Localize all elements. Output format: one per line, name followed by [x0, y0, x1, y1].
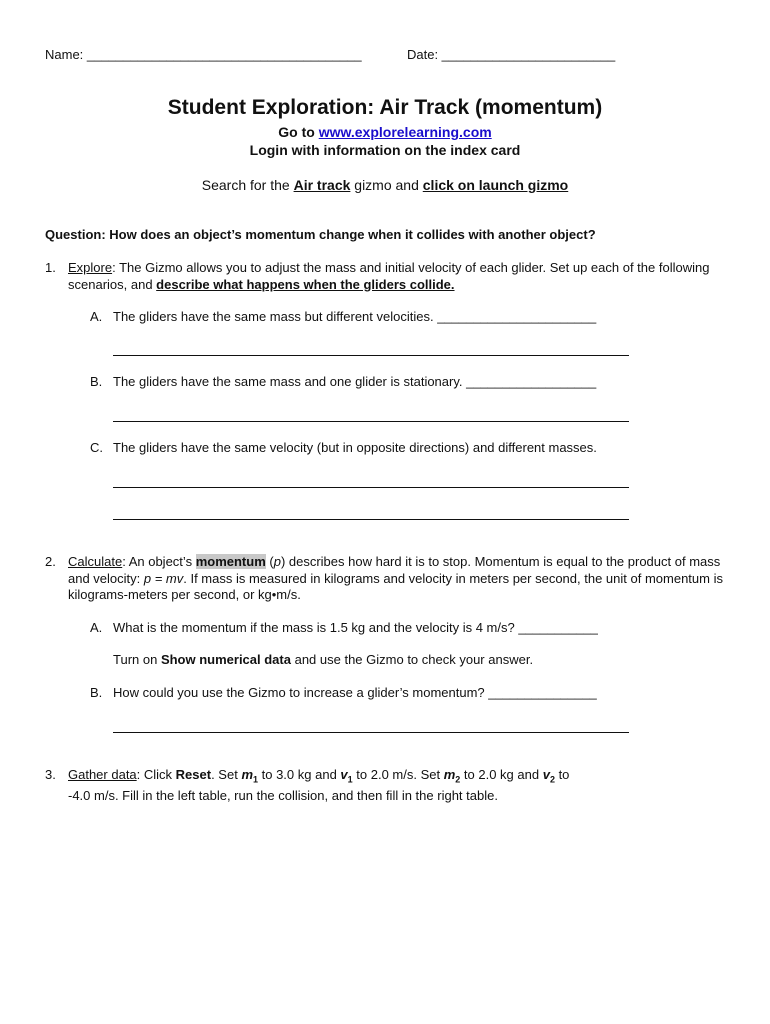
launch-instruction: click on launch gizmo: [422, 177, 569, 193]
answer-line[interactable]: [113, 355, 629, 356]
answer-line[interactable]: [113, 487, 629, 488]
sub-text: The gliders have the same mass but different velocities. ______________________: [113, 309, 597, 324]
question-body: . Set: [211, 767, 242, 782]
reset-label: Reset: [175, 767, 212, 782]
question-number: 3.: [45, 767, 56, 782]
question-body: -4.0 m/s. Fill in the left table, run the collision, and then fill in the right table.: [68, 788, 498, 804]
answer-line[interactable]: [113, 421, 629, 422]
explorelearning-link[interactable]: www.explorelearning.com: [318, 124, 492, 140]
question-3-text: [68, 767, 723, 805]
answer-line[interactable]: [113, 519, 629, 520]
sub-letter: B.: [90, 685, 103, 700]
question-1-text: [68, 260, 723, 293]
subscript: 1: [253, 774, 259, 785]
question-body: : The Gizmo allows you to adjust the mass and initial velocity of each glider. Set up each of the following scenarios, and: [68, 260, 710, 292]
goto-line: [0, 124, 770, 140]
login-instruction: Login with information on the index card: [249, 142, 521, 158]
question-emphasis: describe what happens when the gliders collide.: [156, 276, 455, 292]
question-body: to 2.0 kg and: [460, 767, 543, 782]
question-body: : An object’s: [122, 554, 196, 569]
question-2-text: [68, 554, 723, 604]
m-symbol: m: [443, 767, 456, 782]
search-middle: gizmo and: [350, 177, 423, 193]
date-field-label: Date: ________________________: [407, 47, 616, 62]
instruction-text: and use the Gizmo to check your answer.: [290, 652, 534, 667]
question-body: : Click: [136, 767, 176, 782]
sub-letter: A.: [90, 309, 103, 324]
sub-text: What is the momentum if the mass is 1.5 kg and the velocity is 4 m/s? ___________: [113, 620, 598, 635]
sub-text: The gliders have the same velocity (but in opposite directions) and different masses.: [113, 440, 597, 455]
show-numerical-data-label: Show numerical data: [160, 652, 291, 667]
sub-letter: B.: [90, 374, 103, 389]
name-date-row: [45, 47, 645, 62]
question-label: Explore: [68, 260, 113, 275]
v-symbol: v: [542, 767, 550, 782]
question-body: to: [554, 767, 570, 782]
search-instruction: [0, 177, 770, 193]
instruction-text: Turn on: [113, 652, 161, 667]
question-label: Calculate: [68, 554, 123, 569]
search-prefix: Search for the: [201, 177, 294, 193]
sub-text: The gliders have the same mass and one glider is stationary. __________________: [113, 374, 597, 389]
question-body: to 3.0 kg and: [258, 767, 341, 782]
question-body: . If mass is measured in kilograms and velocity in meters per second, the unit of momentum is kilograms-meters per second, or kg•m/s.: [68, 570, 723, 602]
v-symbol: v: [340, 767, 348, 782]
answer-line[interactable]: [113, 732, 629, 733]
momentum-formula: p = mv: [143, 570, 184, 586]
subscript: 2: [455, 774, 461, 785]
name-field-label: Name: ______________________________________: [45, 47, 362, 62]
essential-question: Question: How does an object’s momentum change when it collides with another object?: [45, 227, 596, 242]
p-symbol: p: [273, 554, 281, 569]
m-symbol: m: [241, 767, 253, 782]
turn-on-instruction: [113, 652, 533, 668]
goto-prefix: Go to: [278, 124, 319, 140]
sub-letter: C.: [90, 440, 103, 455]
question-label: Gather data: [68, 767, 137, 782]
question-body: (: [265, 554, 274, 569]
subscript: 1: [347, 774, 353, 785]
question-number: 2.: [45, 554, 56, 569]
question-body: ) describes how hard it is to stop. Momentum is equal to the product of mass and velocity:: [68, 554, 721, 586]
subscript: 2: [549, 774, 555, 785]
gizmo-name: Air track: [293, 177, 351, 193]
page-title: Student Exploration: Air Track (momentum): [167, 96, 603, 119]
sub-text: How could you use the Gizmo to increase a glider’s momentum? _______________: [113, 685, 597, 700]
momentum-term: momentum: [195, 554, 266, 569]
question-body: to 2.0 m/s. Set: [352, 767, 444, 782]
sub-letter: A.: [90, 620, 103, 635]
question-number: 1.: [45, 260, 56, 275]
